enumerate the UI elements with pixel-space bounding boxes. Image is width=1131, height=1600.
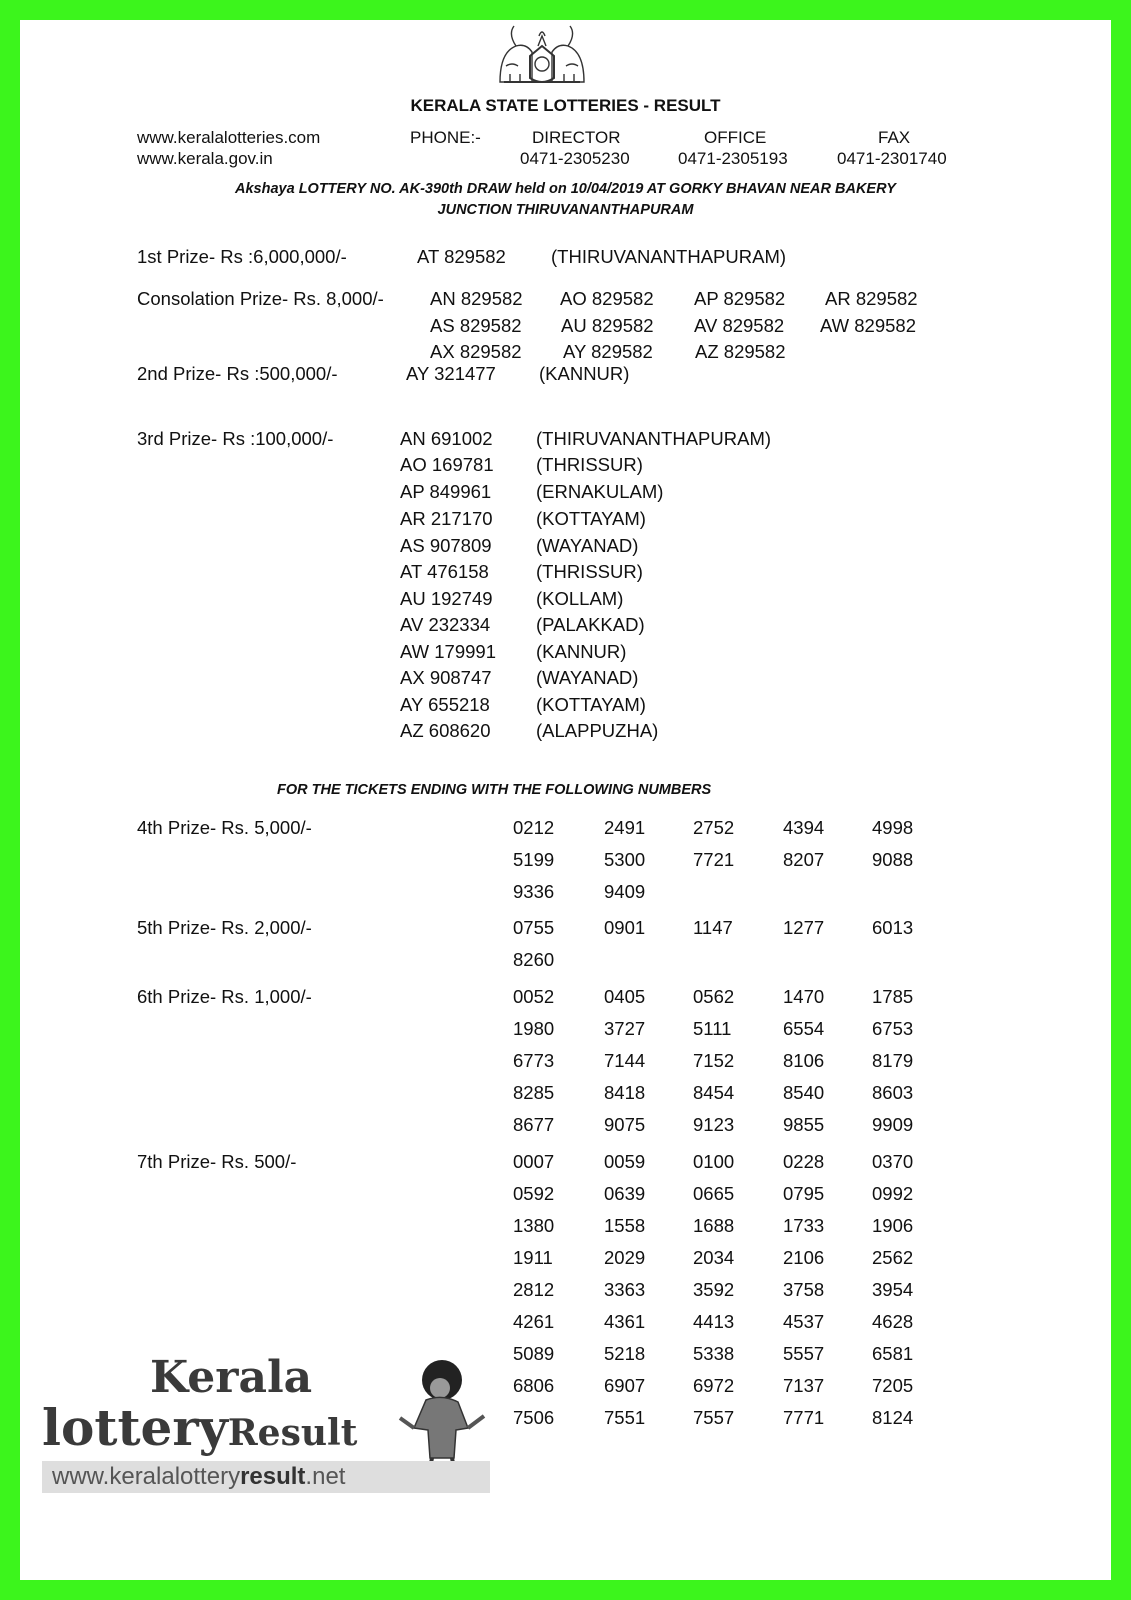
winning-number: 0795: [783, 1183, 825, 1204]
winning-number: 6972: [693, 1375, 735, 1396]
winning-number: 0100: [693, 1151, 735, 1172]
winning-number: 0592: [513, 1183, 555, 1204]
third-prize-ticket: AV 232334: [400, 614, 491, 635]
third-prize-place: (ALAPPUZHA): [536, 720, 659, 741]
third-prize-place: (WAYANAD): [536, 535, 639, 556]
winning-number: 4537: [783, 1311, 825, 1332]
winning-number: 5557: [783, 1343, 825, 1364]
winning-number: 6013: [872, 917, 914, 938]
winning-number: 1470: [783, 986, 825, 1007]
third-prize-ticket: AO 169781: [400, 454, 494, 475]
consolation-ticket: AS 829582: [430, 315, 522, 336]
consolation-ticket: AY 829582: [563, 341, 653, 362]
consolation-ticket: AO 829582: [560, 288, 654, 309]
consolation-ticket: AN 829582: [430, 288, 523, 309]
winning-number: 7721: [693, 849, 735, 870]
third-prize-ticket: AT 476158: [400, 561, 489, 582]
winning-number: 5199: [513, 849, 555, 870]
consolation-prize-label: Consolation Prize- Rs. 8,000/-: [137, 288, 384, 309]
third-prize-ticket: AW 179991: [400, 641, 496, 662]
winning-number: 4261: [513, 1311, 555, 1332]
third-prize-place: (THIRUVANANTHAPURAM): [536, 428, 772, 449]
third-prize-ticket: AY 655218: [400, 694, 490, 715]
winning-number: 7557: [693, 1407, 735, 1428]
office-label: OFFICE: [704, 128, 767, 147]
consolation-ticket: AX 829582: [430, 341, 522, 362]
winning-number: 4394: [783, 817, 825, 838]
winning-number: 2491: [604, 817, 646, 838]
winning-number: 8207: [783, 849, 825, 870]
winning-number: 8179: [872, 1050, 914, 1071]
first-prize-place: (THIRUVANANTHAPURAM): [551, 246, 787, 267]
watermark-word: lottery: [42, 1398, 228, 1457]
winning-number: 5338: [693, 1343, 735, 1364]
winning-number: 7152: [693, 1050, 735, 1071]
winning-number: 1380: [513, 1215, 555, 1236]
winning-number: 5111: [693, 1018, 732, 1039]
website-link[interactable]: www.keralalotteries.com: [137, 128, 321, 147]
winning-number: 8540: [783, 1082, 825, 1103]
watermark-logo-text: [42, 1398, 357, 1457]
winning-number: 4361: [604, 1311, 646, 1332]
third-prize-ticket: AX 908747: [400, 667, 492, 688]
winning-number: 7551: [604, 1407, 646, 1428]
consolation-ticket: AW 829582: [820, 315, 916, 336]
winning-number: 0405: [604, 986, 646, 1007]
third-prize-ticket: AR 217170: [400, 508, 493, 529]
winning-number: 6753: [872, 1018, 914, 1039]
first-prize-label: 1st Prize- Rs :6,000,000/-: [137, 246, 347, 267]
winning-number: 7205: [872, 1375, 914, 1396]
third-prize-place: (PALAKKAD): [536, 614, 645, 635]
winning-number: 0665: [693, 1183, 735, 1204]
sixth-prize-label: 6th Prize- Rs. 1,000/-: [137, 986, 312, 1007]
winning-number: 5089: [513, 1343, 555, 1364]
second-prize-label: 2nd Prize- Rs :500,000/-: [137, 363, 338, 384]
winning-number: 9123: [693, 1114, 735, 1135]
third-prize-ticket: AS 907809: [400, 535, 492, 556]
website-link[interactable]: www.kerala.gov.in: [137, 149, 273, 168]
winning-number: 9409: [604, 881, 646, 902]
winning-number: 8124: [872, 1407, 914, 1428]
fax-number: 0471-2301740: [837, 149, 947, 168]
director-phone: 0471-2305230: [520, 149, 630, 168]
third-prize-place: (ERNAKULAM): [536, 481, 664, 502]
winning-number: 4628: [872, 1311, 914, 1332]
third-prize-place: (KANNUR): [536, 641, 627, 662]
winning-number: 5218: [604, 1343, 646, 1364]
consolation-ticket: AU 829582: [561, 315, 654, 336]
winning-number: 6773: [513, 1050, 555, 1071]
draw-info: Akshaya LOTTERY NO. AK-390th DRAW held on 10/04/2019 AT GORKY BHAVAN NEAR BAKERY: [235, 181, 896, 197]
winning-number: 7506: [513, 1407, 555, 1428]
winning-number: 6554: [783, 1018, 825, 1039]
winning-number: 2752: [693, 817, 735, 838]
winning-number: 7144: [604, 1050, 646, 1071]
watermark-url-part: result: [240, 1463, 306, 1490]
winning-number: 8603: [872, 1082, 914, 1103]
winning-number: 4413: [693, 1311, 735, 1332]
mascot-figure-icon: [396, 1358, 488, 1470]
watermark-word: Result: [227, 1412, 358, 1454]
third-prize-label: 3rd Prize- Rs :100,000/-: [137, 428, 334, 449]
winning-number: 1558: [604, 1215, 646, 1236]
consolation-ticket: AR 829582: [825, 288, 918, 309]
winning-number: 0059: [604, 1151, 646, 1172]
winning-number: 8106: [783, 1050, 825, 1071]
winning-number: 9088: [872, 849, 914, 870]
winning-number: 1733: [783, 1215, 825, 1236]
winning-number: 9909: [872, 1114, 914, 1135]
winning-number: 4998: [872, 817, 914, 838]
winning-number: 2106: [783, 1247, 825, 1268]
winning-number: 2812: [513, 1279, 555, 1300]
third-prize-place: (THRISSUR): [536, 454, 643, 475]
winning-number: 1911: [513, 1247, 553, 1268]
winning-number: 1785: [872, 986, 914, 1007]
winning-number: 9075: [604, 1114, 646, 1135]
fourth-prize-label: 4th Prize- Rs. 5,000/-: [137, 817, 312, 838]
director-label: DIRECTOR: [532, 128, 621, 147]
third-prize-ticket: AP 849961: [400, 481, 492, 502]
winning-number: 0901: [604, 917, 646, 938]
winning-number: 1688: [693, 1215, 735, 1236]
ending-numbers-heading: FOR THE TICKETS ENDING WITH THE FOLLOWING NUMBERS: [277, 782, 712, 798]
winning-number: 9336: [513, 881, 555, 902]
winning-number: 6907: [604, 1375, 646, 1396]
fax-label: FAX: [878, 128, 911, 147]
third-prize-place: (WAYANAD): [536, 667, 639, 688]
page-title: KERALA STATE LOTTERIES - RESULT: [410, 96, 721, 115]
result-sheet: [20, 20, 1111, 1580]
winning-number: 0052: [513, 986, 555, 1007]
winning-number: 3758: [783, 1279, 825, 1300]
winning-number: 6806: [513, 1375, 555, 1396]
third-prize-ticket: AU 192749: [400, 588, 493, 609]
winning-number: 7137: [783, 1375, 825, 1396]
third-prize-ticket: AN 691002: [400, 428, 493, 449]
fifth-prize-label: 5th Prize- Rs. 2,000/-: [137, 917, 312, 938]
kerala-emblem: [494, 20, 590, 88]
second-prize-place: (KANNUR): [539, 363, 630, 384]
winning-number: 0992: [872, 1183, 914, 1204]
winning-number: 2562: [872, 1247, 914, 1268]
winning-number: 0639: [604, 1183, 646, 1204]
winning-number: 0755: [513, 917, 555, 938]
consolation-ticket: AV 829582: [694, 315, 785, 336]
third-prize-ticket: AZ 608620: [400, 720, 491, 741]
office-phone: 0471-2305193: [678, 149, 788, 168]
winning-number: 1980: [513, 1018, 555, 1039]
winning-number: 1277: [783, 917, 825, 938]
winning-number: 6581: [872, 1343, 914, 1364]
third-prize-place: (KOLLAM): [536, 588, 624, 609]
watermark-url: [52, 1463, 345, 1491]
winning-number: 8260: [513, 949, 555, 970]
winning-number: 8677: [513, 1114, 555, 1135]
watermark-url-part: www.keralalottery: [52, 1463, 241, 1490]
second-prize-ticket: AY 321477: [406, 363, 496, 384]
winning-number: 3727: [604, 1018, 646, 1039]
third-prize-place: (THRISSUR): [536, 561, 643, 582]
draw-info: JUNCTION THIRUVANANTHAPURAM: [437, 202, 694, 218]
first-prize-ticket: AT 829582: [417, 246, 506, 267]
phone-label: PHONE:-: [410, 128, 481, 147]
third-prize-place: (KOTTAYAM): [536, 508, 646, 529]
winning-number: 9855: [783, 1114, 825, 1135]
winning-number: 0370: [872, 1151, 914, 1172]
winning-number: 8285: [513, 1082, 555, 1103]
winning-number: 0562: [693, 986, 735, 1007]
winning-number: 8454: [693, 1082, 735, 1103]
seventh-prize-label: 7th Prize- Rs. 500/-: [137, 1151, 297, 1172]
winning-number: 3954: [872, 1279, 914, 1300]
winning-number: 0007: [513, 1151, 555, 1172]
consolation-ticket: AZ 829582: [695, 341, 786, 362]
watermark-logo-text: Kerala: [150, 1352, 313, 1403]
consolation-ticket: AP 829582: [694, 288, 786, 309]
winning-number: 7771: [783, 1407, 825, 1428]
winning-number: 1906: [872, 1215, 914, 1236]
winning-number: 3363: [604, 1279, 646, 1300]
winning-number: 5300: [604, 849, 646, 870]
winning-number: 3592: [693, 1279, 735, 1300]
winning-number: 2034: [693, 1247, 735, 1268]
third-prize-place: (KOTTAYAM): [536, 694, 646, 715]
watermark-url-part: .net: [305, 1463, 346, 1490]
winning-number: 0212: [513, 817, 555, 838]
winning-number: 0228: [783, 1151, 825, 1172]
winning-number: 1147: [693, 917, 733, 938]
winning-number: 2029: [604, 1247, 646, 1268]
winning-number: 8418: [604, 1082, 646, 1103]
